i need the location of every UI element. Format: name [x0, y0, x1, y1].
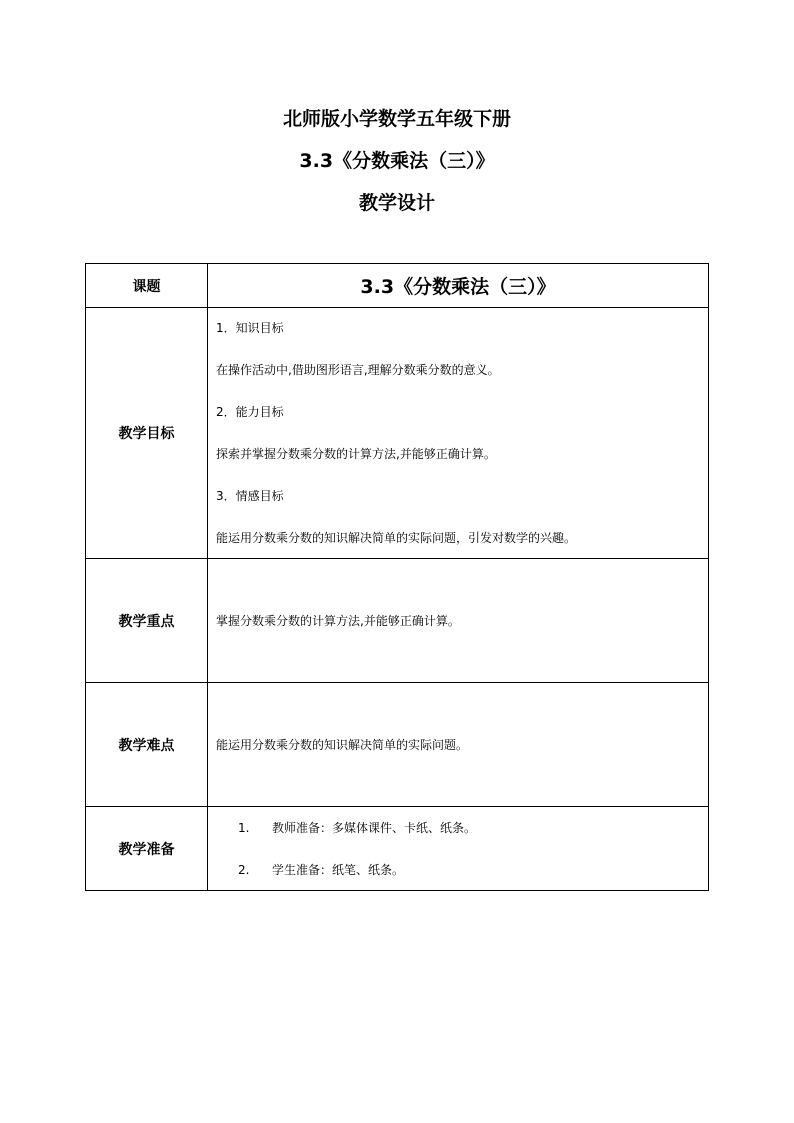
list-item-text: 教师准备：多媒体课件、卡纸、纸条。	[272, 820, 477, 835]
goal-heading-ability: 2．能力目标	[216, 405, 284, 419]
preparation-label: 教学准备	[86, 807, 208, 891]
difficulties-label: 教学难点	[86, 683, 208, 807]
lesson-plan-table	[85, 263, 709, 891]
subject-value: 3.3《分数乘法（三）》	[208, 264, 709, 308]
difficulties-text: 能运用分数乘分数的知识解决简单的实际问题。	[208, 683, 709, 807]
key-points-row	[86, 559, 709, 683]
goal-heading-knowledge: 1．知识目标	[216, 321, 284, 335]
preparation-row	[86, 807, 709, 891]
goal-text-ability: 探索并掌握分数乘分数的计算方法,并能够正确计算。	[216, 447, 496, 461]
list-item-text: 学生准备：纸笔、纸条。	[272, 862, 405, 877]
list-item-number: 2.	[238, 862, 250, 877]
doc-title-line1: 北师版小学数学五年级下册	[282, 108, 511, 130]
goal-text-emotion: 能运用分数乘分数的知识解决简单的实际问题，引发对数学的兴趣。	[216, 531, 577, 545]
list-item	[216, 860, 708, 880]
list-item-number: 1.	[238, 820, 250, 835]
key-points-text: 掌握分数乘分数的计算方法,并能够正确计算。	[208, 559, 709, 683]
key-points-label: 教学重点	[86, 559, 208, 683]
goals-row	[86, 308, 709, 559]
goals-label: 教学目标	[86, 308, 208, 559]
preparation-content	[208, 807, 709, 891]
subject-label: 课题	[86, 264, 208, 308]
doc-title-line2: 3.3《分数乘法（三）》	[299, 150, 495, 172]
subject-row	[86, 264, 709, 308]
goal-text-knowledge: 在操作活动中,借助图形语言,理解分数乘分数的意义。	[216, 363, 500, 377]
list-item	[216, 818, 708, 838]
difficulties-row	[86, 683, 709, 807]
goals-content	[208, 308, 709, 559]
doc-title-line3: 教学设计	[358, 192, 435, 214]
goal-heading-emotion: 3．情感目标	[216, 489, 284, 503]
